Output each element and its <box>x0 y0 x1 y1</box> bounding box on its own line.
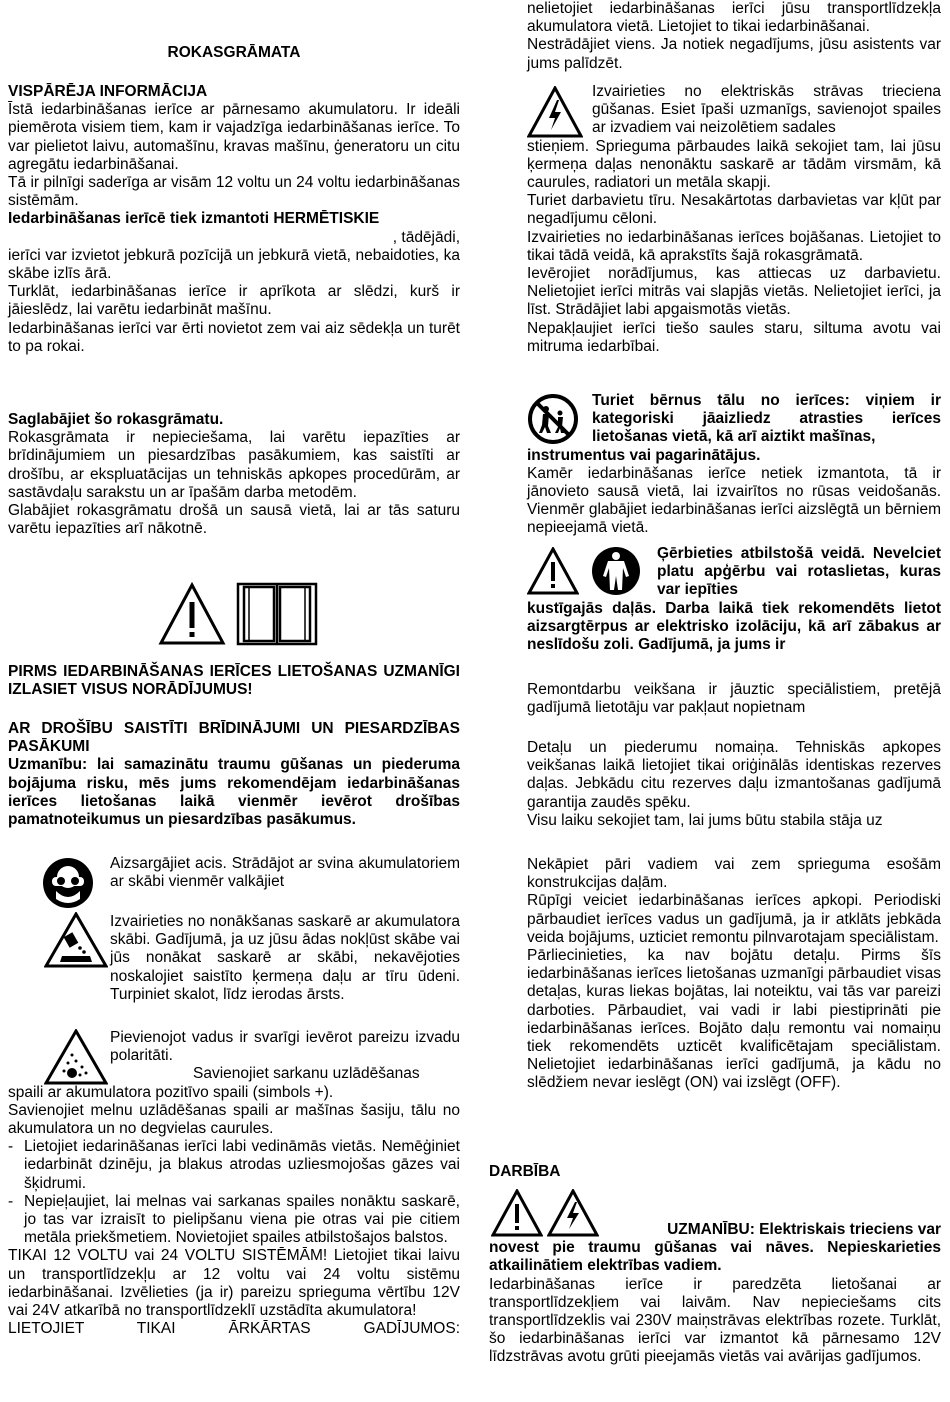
general-paragraph-4: Turklāt, iedarbināšanas ierīce ir aprīkota ar slēdzi, kurš ir jāieslēdz, lai varētu iedarbināt mašīnu. <box>8 283 460 319</box>
check-text: Pārliecinieties, ka nav bojātu detaļu. Pirms šīs iedarbināšanas ierīces lietošanas uzmanīgi pārbaudiet visas detaļas, kuras liekas bojātas, lai noteiktu, vai tās var pareizi darboties. Pārbaudiet, vai vadi ir labi piestiprināti pie iedarbināšanas ierīces. Bojāto daļu remontu vai nomaiņu tiek rekomendēts uzticēt kvalificētajam speciālistam. Nelietojiet iedarbināšanas ierīci gadījumā, ja kādu no slēdžiem nevar ieslēgt (ON) vai izslēgt (OFF). <box>527 947 941 1092</box>
list-item: - Nepieļaujiet, lai melnas vai sarkanas spailes nonāktu saskarē, jo tas var izraisīt to pielipšanu viena pie otras vai pie citiem metāla priekšmetiem. Novietojiet spailes atbilstošajos balstos. <box>8 1192 460 1247</box>
save-heading: Saglabājiet šo rokasgrāmatu. <box>8 411 224 428</box>
stance-text: Visu laiku sekojiet tam, lai jums būtu stabila stāja uz <box>527 811 883 829</box>
voltage-text: TIKAI 12 VOLTU vai 24 VOLTU SISTĒMĀM! Lietojiet tikai laivu un transportlīdzekļu ar 12 voltu vai 24 voltu sistēmu iedarbināšanai. Izvēlieties (ja ir) pareizu sprieguma vērtību 12V vai 24V atkarībā no transportlīdzeklī uzstādīta akumulatora! <box>8 1247 460 1320</box>
polarity-text-2: Savienojiet sarkanu uzlādēšanas <box>193 1065 420 1083</box>
acid-text: Izvairieties no nonākšanas saskarē ar akumulatora skābi. Gadījumā, ja uz jūsu ādas nokļūst skābe vai jūs nonākat saskarē ar skābi, nekavējoties noskalojiet saistīto ķermeņa daļu ar tīru ūdeni. Turpiniet skalot, līdz ierodas ārsts. <box>110 913 460 1003</box>
alone-text: Nestrādājiet viens. Ja notiek negadījums, jūsu asistents var jums palīdzēt. <box>527 36 941 72</box>
read-instructions-heading: PIRMS IEDARBINĀŠANAS IERĪCES LIETOŠANAS UZMANĪGI IZLASIET VISUS NORĀDĪJUMUS! <box>8 663 460 699</box>
general-paragraph-3c: ierīci var izvietot jebkurā pozīcijā un jebkurā vietā, nebaidoties, ka skābe izlīs ārā. <box>8 246 460 283</box>
operation-heading: DARBĪBA <box>489 1163 561 1180</box>
shock-text-2: stieņiem. Sprieguma pārbaudes laikā sekojiet tam, lai jūsu ķermeņa daļas nenonāktu saskarē ar tādām virsmām, kā caurules, radiatori un metāla skapji. <box>527 137 941 192</box>
emergency-cont-text: nelietojiet iedarbināšanas ierīci jūsu transportlīdzekļa akumulatora vietā. Lietojiet to tikai iedarbināšanai. <box>527 0 941 36</box>
general-paragraph-1: Īstā iedarbināšanas ierīce ar pārnesamo akumulatoru. Ir ideāli piemērota visiem tiem, kam ir vajadzīga iedarbināšanas ierīce. To var pielietot laivu, automašīnu, kravas mašīnu, ģeneratoru un citu agregātu iedarbināšanai. <box>8 101 460 173</box>
general-paragraph-3 <box>8 210 460 228</box>
save-paragraph-2: Glabājiet rokasgrāmatu drošā un sausā vietā, lai ar tās saturu varētu iepazīties arī nākotnē. <box>8 502 460 538</box>
children-warning: Turiet bērnus tālu no ierīces: viņiem ir kategoriski jāaizliedz atrasties ierīces lietošanas vietā, kā arī aiztikt mašīnas, <box>592 392 941 446</box>
workplace-text: Ievērojiet norādījumus, kas attiecas uz darbavietu. Nelietojiet ierīci mitrās vai slapjās vietās. Nelietojiet ierīci, ja līst. Strādājiet labi apgaismotās vietās. <box>527 265 941 319</box>
clean-text: Turiet darbavietu tīru. Nesakārtotas darbavietas var kļūt par negadījumu cēloni. <box>527 192 941 228</box>
safety-warning: Uzmanību: lai samazinātu traumu gūšanas un piederuma bojājuma risku, mēs jums rekomendējam iedarbināšanas ierīces lietošanas laikā vienmēr ievērot drošības pamatnoteikumus un piesardzības pasākumus. <box>8 756 460 829</box>
parts-text: Detaļu un piederumu nomaiņa. Tehniskās apkopes veikšanas laikā lietojiet tikai oriģinālās identiskas rezerves daļas. Jebkādu citu rezerves daļu izmantošanas gadījumā garantija zaudēs spēku. <box>527 739 941 811</box>
polarity-text-1: Pievienojot vadus ir svarīgi ievērot pareizu izvadu polaritāti. <box>110 1029 460 1065</box>
shock-text-1: Izvairieties no elektriskās strāvas trieciena gūšanas. Esiet īpaši uzmanīgs, savienojot spailes ar izvadiem vai neizolētiem sadales <box>592 83 941 137</box>
safety-goggles-icon <box>42 857 94 909</box>
list-item: - Lietojiet iedarināšanas ierīci labi vedināmās vietās. Nemēģiniet iedarbināt dzinēju, ja blakus atrodas uzliesmojošas gāzes vai šķidrumi. <box>8 1138 460 1192</box>
general-paragraph-2: Tā ir pilnīgi saderīga ar visām 12 voltu un 24 voltu iedarbināšanas sistēmām. <box>8 174 460 210</box>
dress-warning-2: kustīgajās daļās. Darba laikā tiek rekomendēts lietot aizsargtērpus ar elektrisko izolāciju, kā arī zābakus ar neslīdošu zoli. Gadījumā, ja jums ir <box>527 599 941 654</box>
safety-heading: AR DROŠĪBU SAISTĪTI BRĪDINĀJUMI UN PIESARDZĪBAS PASĀKUMI <box>8 720 460 756</box>
dress-warning: Ģērbieties atbilstošā veidā. Nevelciet platu apģērbu vai rotaslietas, kuras var iepīties <box>657 545 941 599</box>
warning-triangle-icon <box>158 582 226 646</box>
emergency-text: LIETOJIET TIKAI ĀRKĀRTAS GADĪJUMOS: <box>8 1320 460 1338</box>
polarity-text-3: spaili ar akumulatora pozitīvo spaili (simbols +). <box>8 1083 334 1101</box>
operation-paragraph: Iedarbināšanas ierīce ir paredzēta lietošanai ar transportlīdzekļiem vai laivām. Nav nepieciešams cits transportlīdzeklis vai 230V maiņstrāvas elektrības rozete. Turklāt, šo iedarbināšanas ierīci var izmantot kā pārnesamo 12V līdzstrāvas avotu grūti pieejamās vietās vai avārijas gadījumos. <box>489 1275 941 1366</box>
document-title: ROKASGRĀMATA <box>167 44 301 61</box>
operation-warning-2: novest pie traumu gūšanas vai nāves. Nepieskarieties atkailinātiem elektrības vadiem. <box>489 1239 941 1275</box>
sun-text: Nepakļaujiet ierīci tiešo saules staru, siltuma avotu vai mitruma iedarbībai. <box>527 319 941 355</box>
storage-text: Kamēr iedarbināšanas ierīce netiek izmantota, tā ir jānovieto sausā vietā, lai izvairītos no rūsas veidošanās. Vienmēr glabājiet iedarbināšanas ierīci aizslēgtā un bērniem nepieejamā vietā. <box>527 464 941 537</box>
save-paragraph-1: Rokasgrāmata ir nepieciešama, lai varētu iepazīties ar brīdinājumiem un piesardzības pasākumiem, kas saistīti ar drošību, ar ekspluatācijas un tehniskās apkopes procedūrām, ar sastāvdaļu sarakstu un ar īpašām darba metodēm. <box>8 429 460 501</box>
general-heading: VISPĀRĒJA INFORMĀCIJA <box>8 83 208 100</box>
general-paragraph-3b: , tādējādi, <box>392 228 460 246</box>
general-paragraph-5: Iedarbināšanas ierīci var ērti novietot zem vai aiz sēdekļa un turēt to pa rokai. <box>8 319 460 355</box>
maintenance-text: Rūpīgi veiciet iedarbināšanas ierīces apkopi. Periodiski pārbaudiet ierīces vadus un gadījumā, ja ir atklāts jebkāda veida bojājums, uzticiet remontu pilnvarotajam speciālistam. <box>527 892 941 946</box>
repair-text: Remontdarbu veikšana ir jāuztic speciālistiem, pretējā gadījumā lietotāju var pakļaut nopietnam <box>527 681 941 717</box>
sealed-battery-bold: Iedarbināšanas ierīcē tiek izmantoti HERMĒTISKIE <box>8 210 380 228</box>
cables-text: Nekāpiet pāri vadiem vai zem sprieguma esošām konstrukcijas daļām. <box>527 856 941 892</box>
black-clip-text: Savienojiet melnu uzlādēšanas spaili ar mašīnas šasiju, tālu no akumulatora un no degvielas caurules. <box>8 1101 460 1138</box>
children-warning-2: instrumentus vai pagarinātājus. <box>527 446 761 464</box>
goggles-text: Aizsargājiet acis. Strādājot ar svina akumulatoriem ar skābi vienmēr valkājiet <box>110 855 460 891</box>
damage-text: Izvairieties no iedarbināšanas ierīces bojāšanas. Lietojiet to tikai tādā veidā, kā aprakstīts šajā rokasgrāmatā. <box>527 228 941 264</box>
operation-warning-1: UZMANĪBU: Elektriskais trieciens var <box>667 1221 941 1238</box>
open-book-icon <box>236 581 318 647</box>
